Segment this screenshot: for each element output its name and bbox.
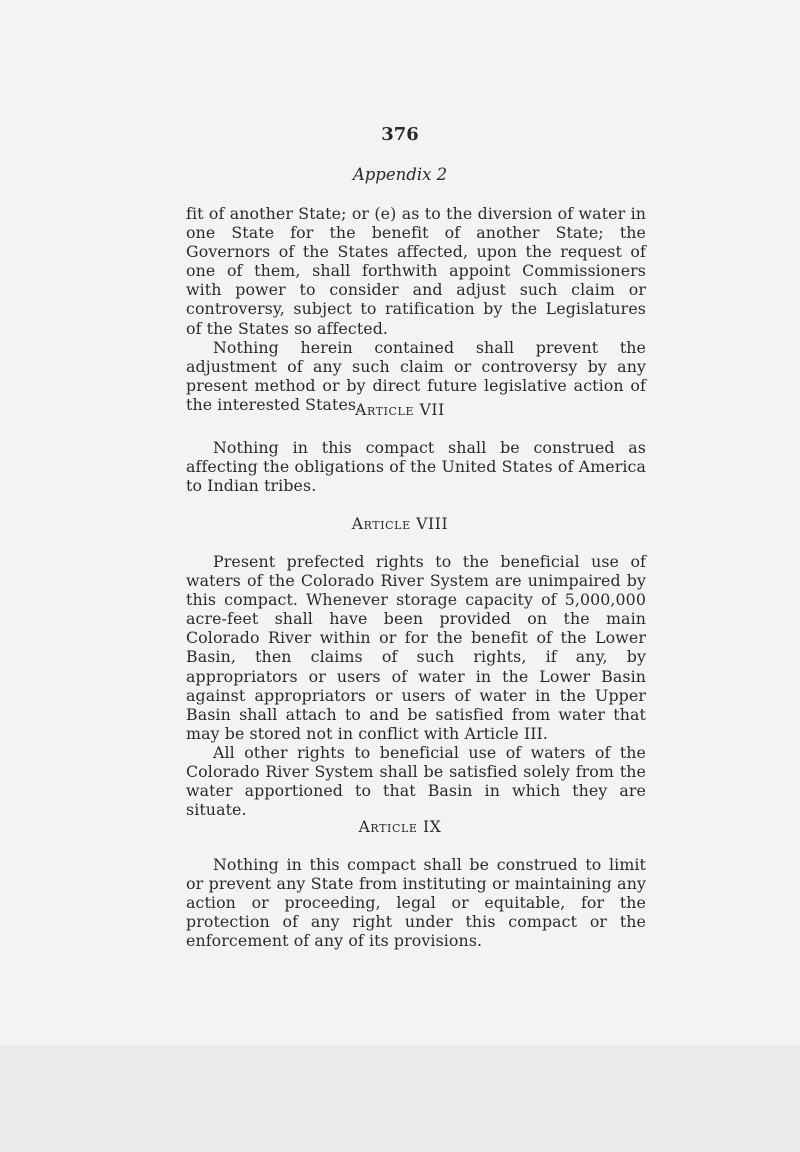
paragraph: fit of another State; or (e) as to the diversion of water in one State for the benefit of another State; the Governors of the States affected, upon the request of one of them, shall forthwith appoint Commissioners with power to consider and adjust such claim or controversy, subject to ratification by the Legislatures of the States so affected. (186, 204, 646, 338)
article-vii-section (186, 438, 646, 495)
paragraph: Present prefected rights to the beneficial use of waters of the Colorado River System are unimpaired by this compact. Whenever storage capacity of 5,000,000 acre-feet shall have been provided on the main Colorado River within or for the benefit of the Lower Basin, then claims of such rights, if any, by appropriators or users of water in the Lower Basin against appropriators or users of water in the Upper Basin shall attach to and be satisfied from water that may be stored not in conflict with Article III. (186, 552, 646, 743)
running-head: Appendix 2 (352, 165, 448, 184)
paragraph: All other rights to beneficial use of waters of the Colorado River System shall be satisfied solely from the water apportioned to that Basin in which they are situate. (186, 742, 646, 820)
article-vii-heading: Article VII (355, 401, 445, 419)
paragraph: Nothing in this compact shall be construed as affecting the obligations of the United States of America to Indian tribes. (186, 438, 646, 496)
article-viii-heading: Article VIII (351, 515, 449, 533)
scan-margin-shade (0, 1045, 800, 1152)
paragraph: Nothing herein contained shall prevent the adjustment of any such claim or controversy by any present method or by direct future legislative action of the interested States. (186, 337, 646, 414)
article-viii-section (186, 552, 646, 819)
continuation-section (186, 204, 646, 414)
article-ix-heading: Article IX (358, 818, 442, 836)
article-ix-section (186, 855, 646, 950)
page-number: 376 (381, 124, 419, 145)
paragraph: Nothing in this compact shall be construed to limit or prevent any State from instituting or maintaining any action or proceeding, legal or equitable, for the protection of any right under this compact or the enforcement of any of its provisions. (186, 855, 646, 951)
